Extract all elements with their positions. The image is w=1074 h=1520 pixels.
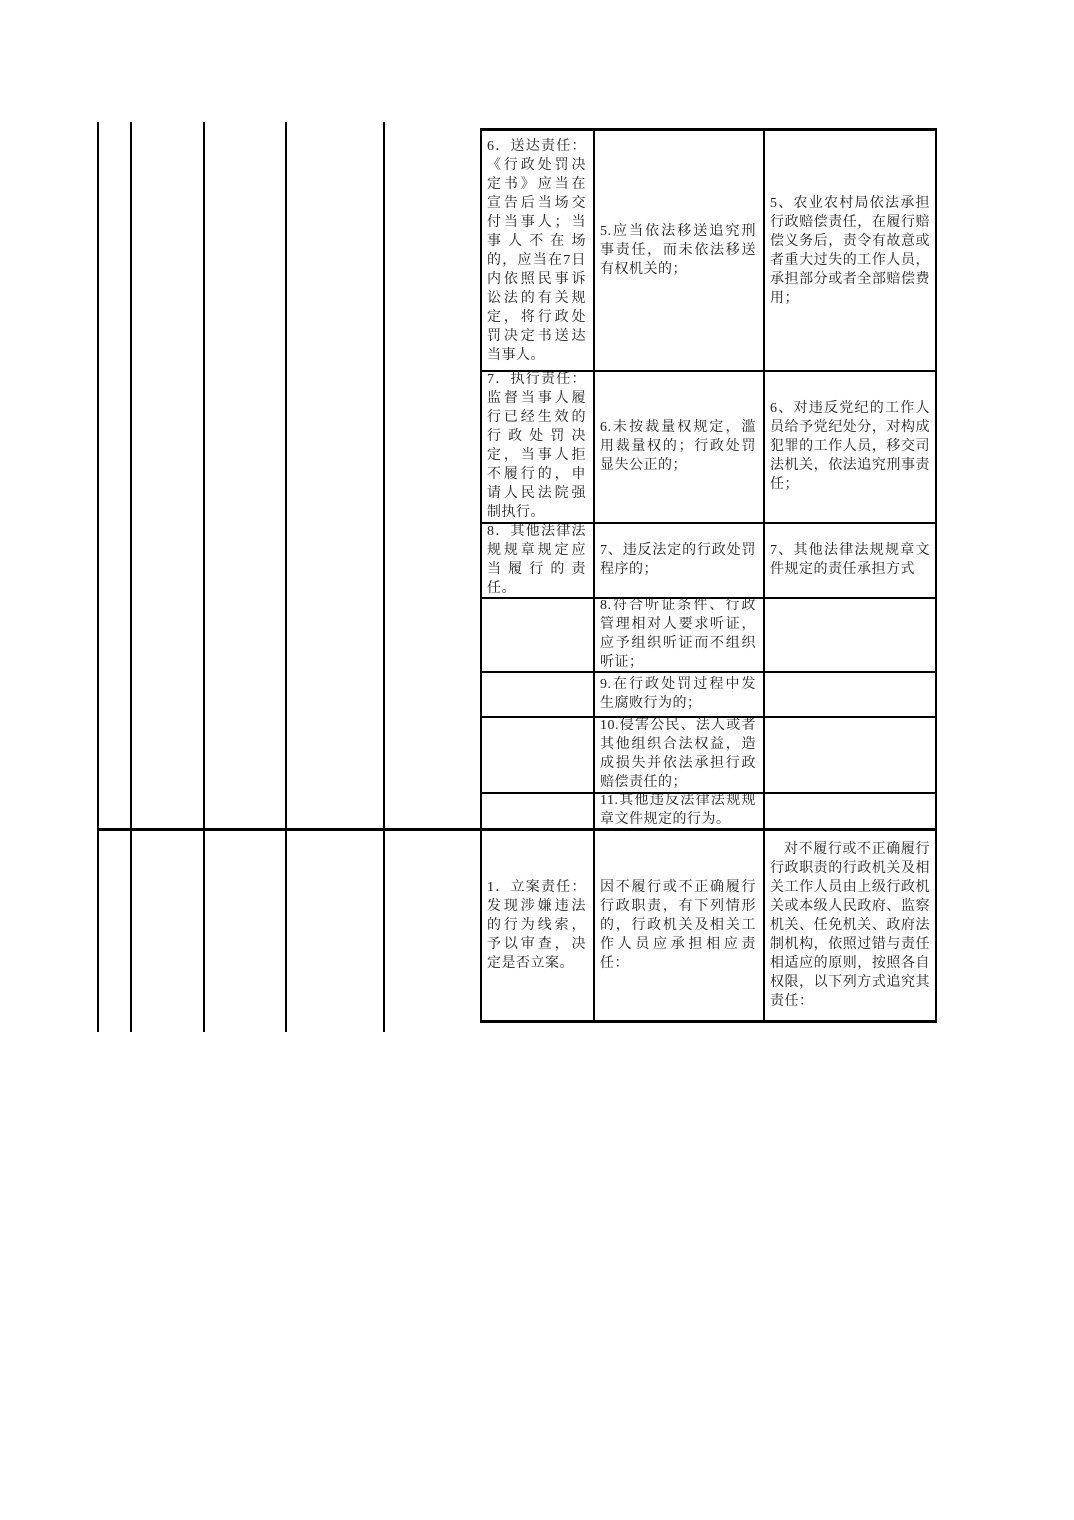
cell-r1-duty: 6．送达责任：《行政处罚决定书》应当在宣告后当场交付当事人；当事人不在场的，应当在7日内依照民事诉讼法的有关规定，将行政处罚决定书送达当事人。 [487, 138, 586, 363]
grid-hline-bottom [480, 1020, 937, 1023]
cell-bottom-situation: 因不履行或不正确履行行政职责，有下列情形的，行政机关及相关工作人员应承担相应责任： [600, 880, 756, 971]
cell-bottom-method: 对不履行或不正确履行行政职责的行政机关及相关工作人员由上级行政机关或本级人民政府、监察机关、任免机关、政府法制机构，依照过错与责任相适应的原则，按照各自权限，以下列方式追究其责任： [770, 842, 930, 1009]
cell-r3-situation: 7、违反法定的行政处罚程序的； [600, 542, 756, 577]
cell-r1-method: 5、农业农村局依法承担行政赔偿责任，在履行赔偿义务后，责令有故意或者重大过失的工作人员，承担部分或者全部赔偿费用； [770, 195, 930, 306]
grid-vline-left-1 [97, 122, 99, 1032]
cell-r5-situation: 9.在行政处罚过程中发生腐败行为的； [600, 676, 756, 711]
cell-r3-duty: 8．其他法律法规规章规定应当履行的责任。 [487, 524, 586, 595]
cell-r4-situation: 8.符合听证条件、行政管理相对人要求听证，应予组织听证而不组织听证； [600, 599, 756, 669]
cell-r1-situation: 5.应当依法移送追究刑事责任，而未依法移送有权机关的； [600, 224, 756, 277]
cell-r7-situation: 11.其他违反法律法规规章文件规定的行为。 [600, 794, 756, 826]
grid-vline-left-5 [383, 122, 385, 1032]
cell-r2-duty: 7．执行责任：监督当事人履行已经生效的行政处罚决定，当事人拒不履行的，申请人民法院强制执行。 [487, 372, 586, 520]
grid-vline-left-3 [203, 122, 205, 1032]
grid-vline-left-2 [130, 122, 132, 1032]
cell-r2-method: 6、对违反党纪的工作人员给予党纪处分，对构成犯罪的工作人员，移交司法机关，依法追究刑事责任； [770, 400, 930, 492]
cell-r6-situation: 10.侵害公民、法人或者其他组织合法权益，造成损失并依法承担行政赔偿责任的； [600, 718, 756, 790]
cell-bottom-duty: 1．立案责任：发现涉嫌违法的行为线索，予以审查，决定是否立案。 [487, 880, 586, 971]
grid-vline-box-right [935, 128, 937, 1023]
cell-r2-situation: 6.未按裁量权规定，滥用裁量权的；行政处罚显失公正的； [600, 419, 756, 473]
cell-r3-method: 7、其他法律法规规章文件规定的责任承担方式 [770, 542, 930, 577]
grid-vline-left-4 [285, 122, 287, 1032]
